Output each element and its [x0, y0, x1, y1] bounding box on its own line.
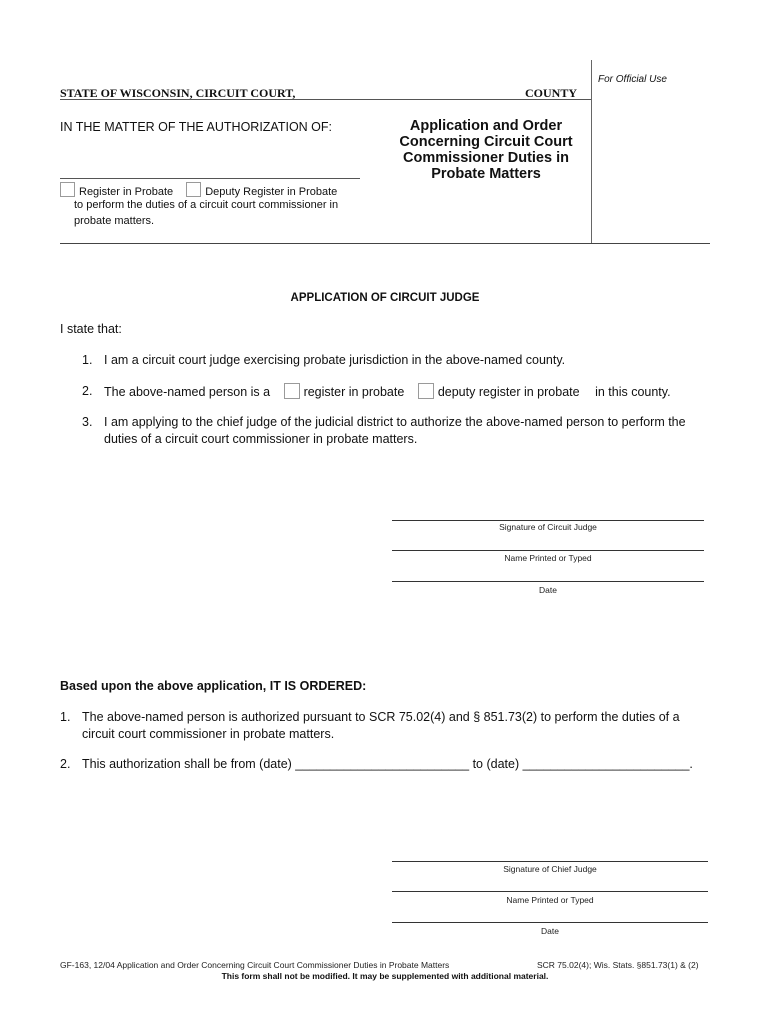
person-name-line[interactable] — [60, 178, 360, 179]
county-label: COUNTY — [525, 86, 578, 100]
application-intro: I state that: — [60, 322, 122, 336]
order-item-2: This authorization shall be from (date) _________________________ to (date) ________________________. — [82, 757, 693, 771]
chief-judge-signature-label: Signature of Chief Judge — [503, 864, 597, 874]
application-item-2 — [104, 383, 704, 401]
deputy-register-option: deputy register in probate — [437, 385, 580, 399]
circuit-judge-signature-line[interactable] — [392, 520, 704, 521]
circuit-judge-name-line[interactable] — [392, 550, 704, 551]
deputy-register-checkbox[interactable] — [418, 383, 434, 399]
chief-judge-name-label: Name Printed or Typed — [506, 895, 594, 905]
official-use-divider — [591, 60, 592, 243]
application-item-3: I am applying to the chief judge of the judicial district to authorize the above-named person to perform the duties of a circuit court commissioner in probate matters. — [104, 415, 686, 446]
item-number: 1. — [82, 353, 93, 367]
footer-notice: This form shall not be modified. It may be supplemented with additional material. — [221, 971, 549, 981]
chief-judge-signature-line[interactable] — [392, 861, 708, 862]
footer-form-id: GF-163, 12/04 Application and Order Concerning Circuit Court Commissioner Duties in Probate Matters — [60, 960, 450, 970]
application-item-1: I am a circuit court judge exercising probate jurisdiction in the above-named county. — [104, 353, 566, 367]
item-number: 2. — [60, 757, 71, 771]
form-title: Application and Order Concerning Circuit Court Commissioner Duties in Probate Matters — [399, 118, 573, 182]
deputy-register-label: Deputy Register in Probate — [205, 186, 338, 198]
footer-statutes: SCR 75.02(4); Wis. Stats. §851.73(1) & (2) — [537, 960, 699, 970]
item-number: 2. — [82, 384, 93, 398]
circuit-judge-date-line[interactable] — [392, 581, 704, 582]
court-label: STATE OF WISCONSIN, CIRCUIT COURT, — [60, 86, 296, 100]
chief-judge-name-line[interactable] — [392, 891, 708, 892]
register-in-probate-checkbox[interactable] — [284, 383, 300, 399]
order-heading: Based upon the above application, IT IS ORDERED: — [60, 679, 367, 693]
register-in-probate-option: register in probate — [303, 385, 405, 399]
matter-label: IN THE MATTER OF THE AUTHORIZATION OF: — [60, 120, 332, 134]
application-heading: APPLICATION OF CIRCUIT JUDGE — [290, 292, 480, 304]
order-item-1: The above-named person is authorized pursuant to SCR 75.02(4) and § 851.73(2) to perform the duties of a circuit court commissioner in probate matters. — [82, 710, 680, 741]
register-options — [60, 182, 337, 198]
chief-judge-date-line[interactable] — [392, 922, 708, 923]
register-in-probate-checkbox[interactable] — [60, 182, 75, 197]
item-2-text-before: The above-named person is a — [104, 385, 271, 399]
item-2-text-after: in this county. — [595, 385, 671, 399]
purpose-text: to perform the duties of a circuit court commissioner in probate matters. — [74, 199, 339, 227]
deputy-register-checkbox[interactable] — [186, 182, 201, 197]
item-number: 3. — [82, 415, 93, 429]
court-line — [60, 99, 591, 100]
circuit-judge-name-label: Name Printed or Typed — [504, 553, 592, 563]
item-number: 1. — [60, 710, 71, 724]
chief-judge-date-label: Date — [541, 926, 559, 936]
official-use-label: For Official Use — [598, 74, 667, 85]
register-in-probate-label: Register in Probate — [79, 186, 174, 198]
circuit-judge-signature-label: Signature of Circuit Judge — [499, 522, 597, 532]
circuit-judge-date-label: Date — [539, 585, 557, 595]
header-bottom-line — [60, 243, 710, 244]
